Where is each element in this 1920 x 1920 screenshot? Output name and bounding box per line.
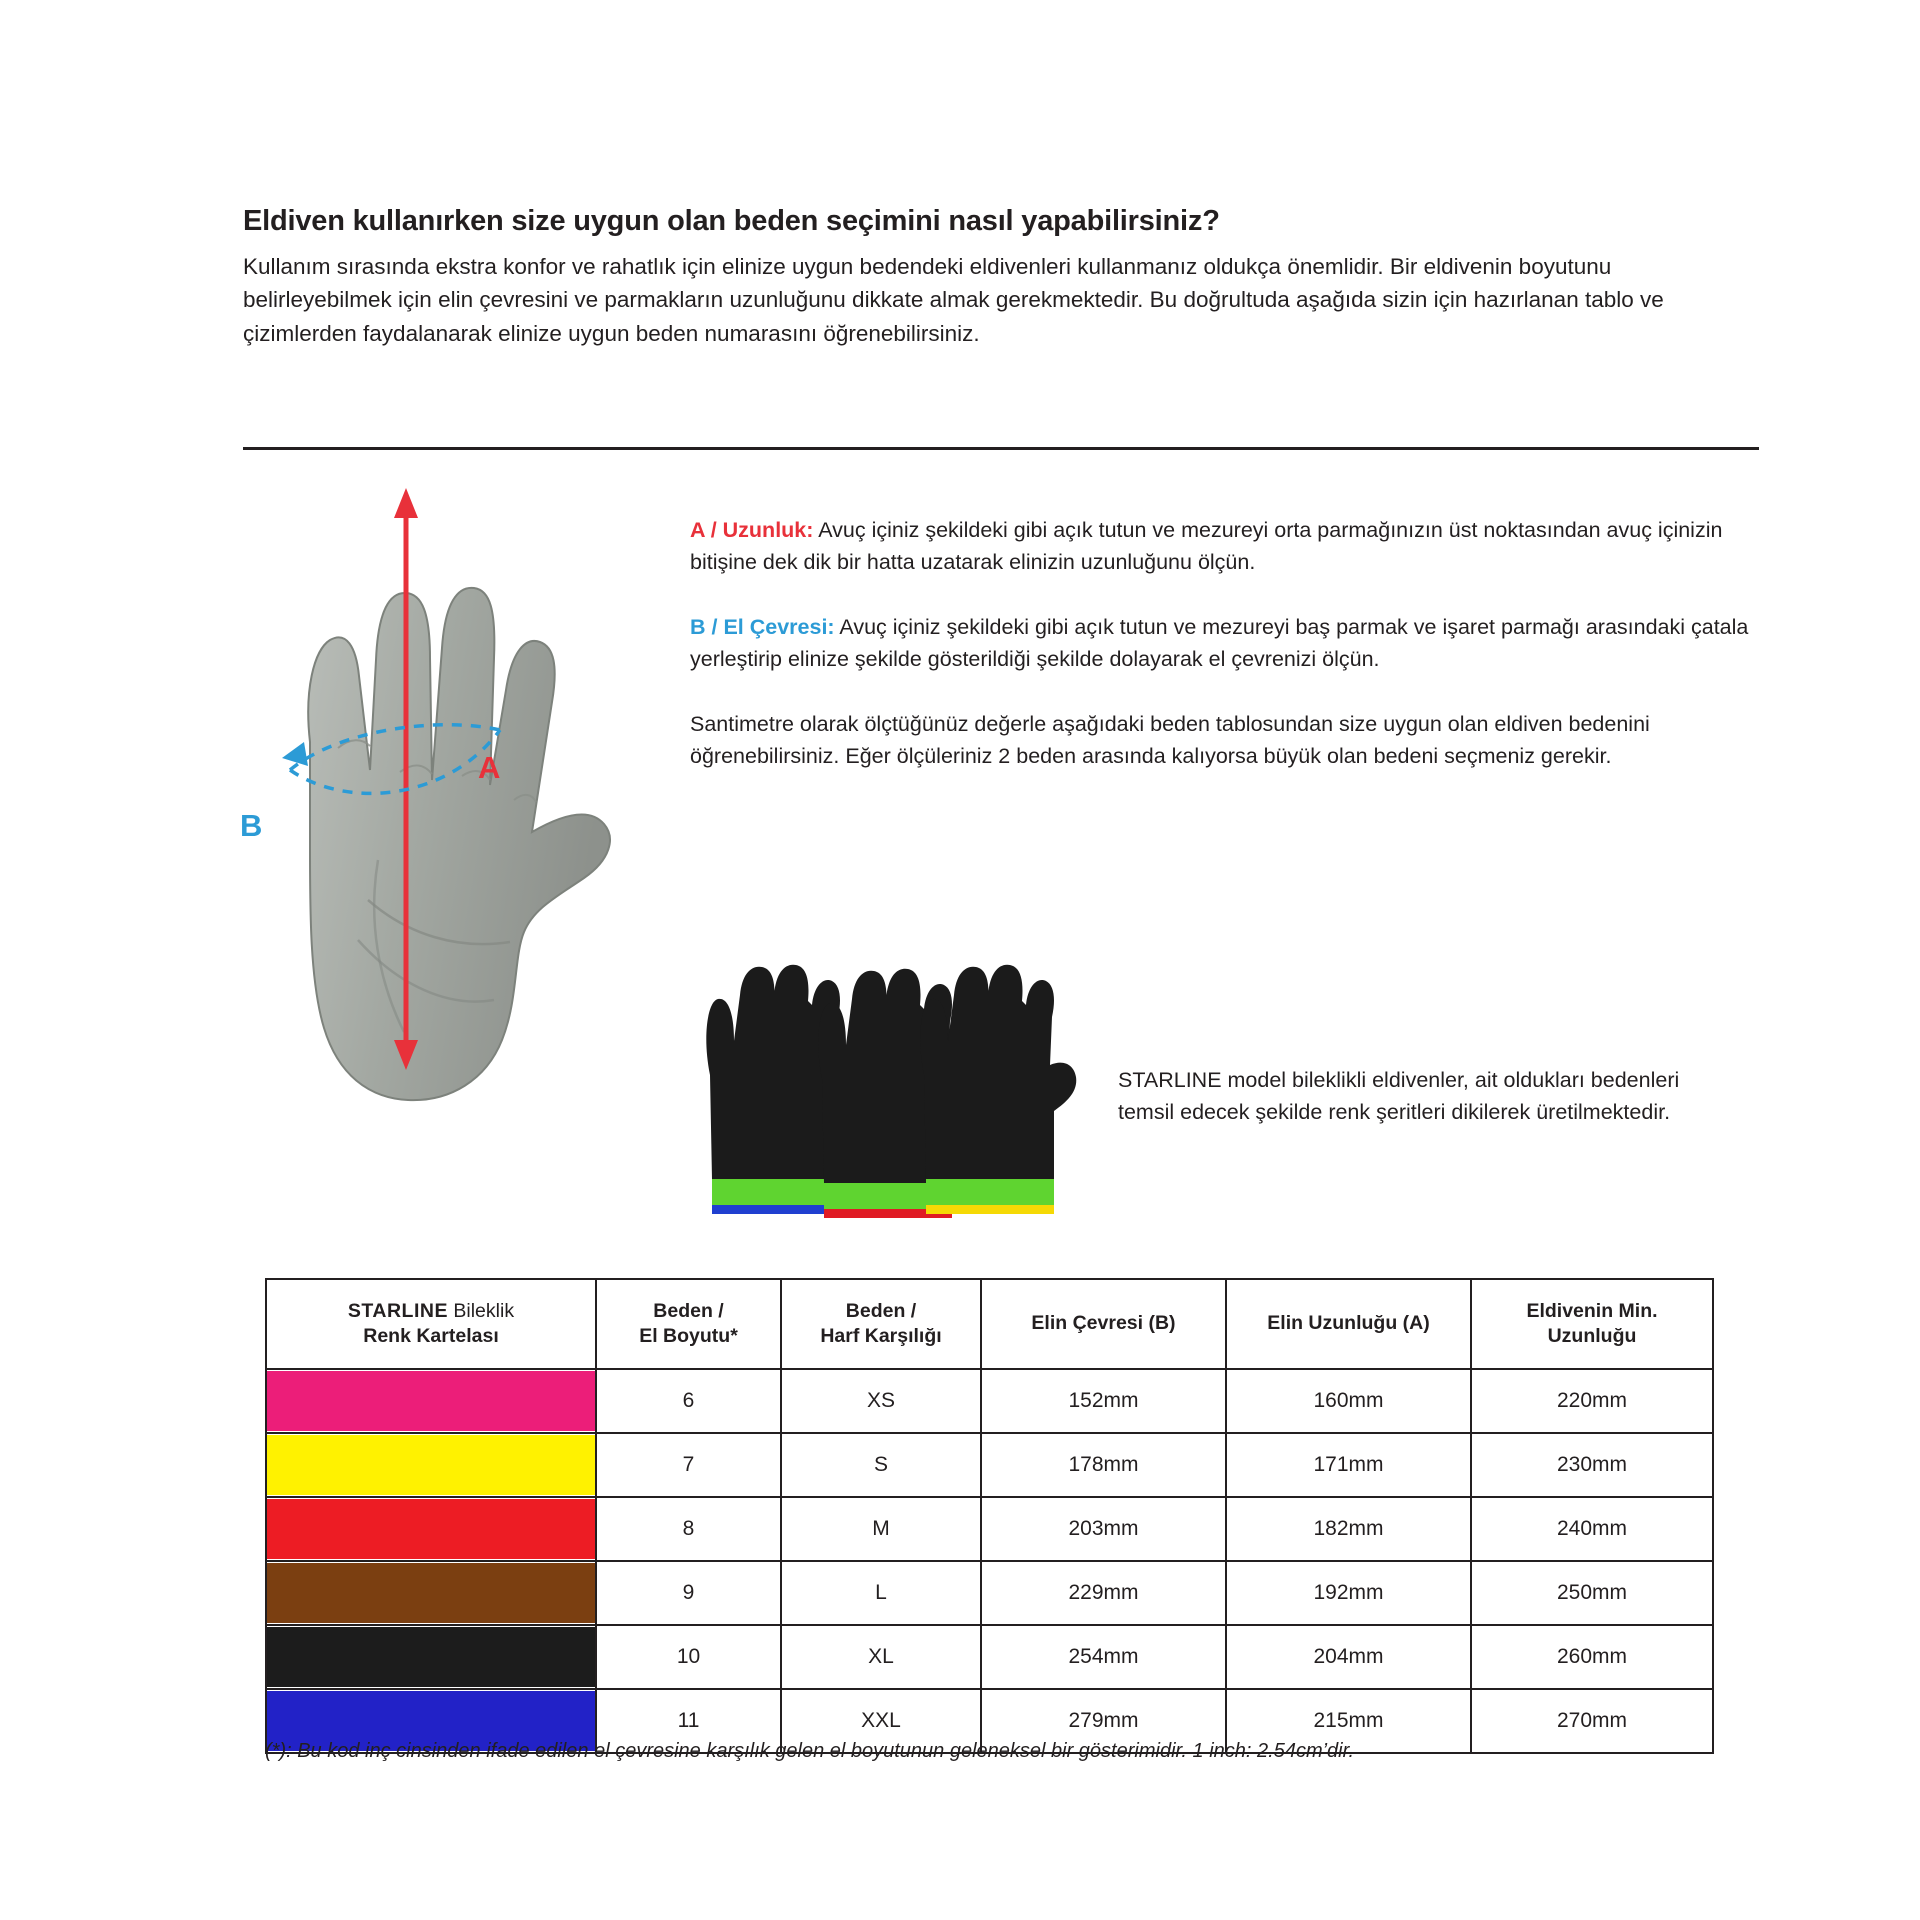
hand-svg [218, 480, 658, 1120]
cell-min-length: 260mm [1471, 1625, 1713, 1689]
cell-size-letter: S [781, 1433, 981, 1497]
header-circumference [981, 1279, 1226, 1369]
cell-circumference: 152mm [981, 1369, 1226, 1433]
label-b: B [240, 808, 263, 843]
table-row [266, 1497, 1713, 1561]
color-swatch-cell [266, 1561, 596, 1625]
color-swatch [267, 1627, 595, 1687]
header-length [1226, 1279, 1471, 1369]
instruction-b [690, 612, 1765, 675]
header-color-card-line2: Renk Kartelası [363, 1325, 499, 1347]
color-swatch-cell [266, 1433, 596, 1497]
header-color-card [266, 1279, 596, 1369]
cell-min-length: 270mm [1471, 1689, 1713, 1753]
instructions-column [690, 515, 1765, 773]
header-size-letter [781, 1279, 981, 1369]
page-title: Eldiven kullanırken size uygun olan beden seçimini nasıl yapabilirsiniz? [243, 205, 1220, 237]
table-row [266, 1369, 1713, 1433]
header-size-letter-l2: Harf Karşılığı [820, 1325, 942, 1347]
cell-size-number: 7 [596, 1433, 781, 1497]
cell-size-number: 8 [596, 1497, 781, 1561]
hand-illustration [218, 480, 658, 1120]
cell-size-letter: L [781, 1561, 981, 1625]
horizontal-divider [243, 447, 1759, 450]
glove-color-note: STARLINE model bileklikli eldivenler, ait oldukları bedenleri temsil edecek şekilde renk şeritleri dikilerek üretilmektedir. [1118, 1068, 1680, 1124]
cell-circumference: 203mm [981, 1497, 1226, 1561]
color-swatch-cell [266, 1369, 596, 1433]
header-size-number [596, 1279, 781, 1369]
header-color-card-rest: Bileklik [447, 1299, 515, 1322]
header-size-number-l1: Beden / [653, 1299, 724, 1322]
cell-length: 182mm [1226, 1497, 1471, 1561]
instruction-a-text: Avuç içiniz şekildeki gibi açık tutun ve mezureyi orta parmağınızın üst noktasından avuç içinizin bitişine dek dik bir hatta uzatarak elinizin uzunluğunu ölçün. [690, 518, 1723, 574]
color-swatch [267, 1563, 595, 1623]
cell-length: 204mm [1226, 1625, 1471, 1689]
cell-length: 192mm [1226, 1561, 1471, 1625]
label-a: A [478, 750, 501, 785]
cell-circumference: 178mm [981, 1433, 1226, 1497]
table-footnote: (*): Bu kod inç cinsinden ifade edilen el çevresine karşılık gelen el boyutunun geleneksel bir gösterimidir. 1 inch: 2.54cm’dir. [265, 1740, 1355, 1762]
cell-length: 171mm [1226, 1433, 1471, 1497]
header-size-number-l2: El Boyutu* [639, 1325, 738, 1347]
color-swatch [267, 1371, 595, 1431]
cell-size-letter: XL [781, 1625, 981, 1689]
header-block [243, 205, 1763, 350]
cell-min-length: 230mm [1471, 1433, 1713, 1497]
size-table [265, 1278, 1714, 1754]
gloves-svg [690, 955, 1090, 1235]
size-table-wrap [265, 1278, 1712, 1754]
table-row [266, 1625, 1713, 1689]
instruction-a-title: A / Uzunluk: [690, 518, 814, 542]
cell-size-number: 11 [596, 1689, 781, 1753]
cell-min-length: 240mm [1471, 1497, 1713, 1561]
cell-min-length: 250mm [1471, 1561, 1713, 1625]
header-length-l1: Elin Uzunluğu (A) [1267, 1312, 1430, 1335]
size-table-body [266, 1369, 1713, 1753]
color-swatch-cell [266, 1497, 596, 1561]
cell-size-number: 6 [596, 1369, 781, 1433]
gloves-photo [690, 955, 1090, 1235]
cell-circumference: 254mm [981, 1625, 1226, 1689]
color-swatch-cell [266, 1625, 596, 1689]
cell-size-letter: XXL [781, 1689, 981, 1753]
cell-size-number: 10 [596, 1625, 781, 1689]
color-swatch [267, 1499, 595, 1559]
table-row [266, 1561, 1713, 1625]
table-row [266, 1433, 1713, 1497]
table-header-row [266, 1279, 1713, 1369]
color-swatch [267, 1435, 595, 1495]
header-min-length-l2: Uzunluğu [1547, 1325, 1637, 1347]
instruction-a [690, 515, 1765, 578]
cell-min-length: 220mm [1471, 1369, 1713, 1433]
cell-circumference: 279mm [981, 1689, 1226, 1753]
cell-size-letter: M [781, 1497, 981, 1561]
header-circumference-l1: Elin Çevresi (B) [1031, 1312, 1176, 1335]
header-min-length [1471, 1279, 1713, 1369]
cell-length: 215mm [1226, 1689, 1471, 1753]
cell-size-number: 9 [596, 1561, 781, 1625]
cell-circumference: 229mm [981, 1561, 1226, 1625]
cell-size-letter: XS [781, 1369, 981, 1433]
brand-name: STARLINE [347, 1299, 448, 1322]
header-size-letter-l1: Beden / [845, 1299, 917, 1322]
header-min-length-l1: Eldivenin Min. [1526, 1299, 1658, 1322]
instruction-b-title: B / El Çevresi: [690, 615, 835, 640]
instruction-c: Santimetre olarak ölçtüğünüz değerle aşağıdaki beden tablosundan size uygun olan eldiven bedenini öğrenebilirsiniz. Eğer ölçüleriniz 2 beden arasında kalıyorsa büyük olan bedeni seçmeniz gerekir. [690, 712, 1650, 768]
intro-paragraph: Kullanım sırasında ekstra konfor ve rahatlık için elinize uygun bedendeki eldivenleri kullanmanız oldukça önemlidir. Bir eldivenin boyutunu belirleyebilmek için elin çevresini ve parmakların uzunluğunu dikkate almak gerekmektedir. Bu doğrultuda aşağıda sizin için hazırlanan tablo ve çizimlerden faydalanarak elinize uygun beden numarasını öğrenebilirsiniz. [243, 254, 1664, 346]
cell-length: 160mm [1226, 1369, 1471, 1433]
instruction-b-text: Avuç içiniz şekildeki gibi açık tutun ve mezureyi baş parmak ve işaret parmağı arasındaki çatala yerleştirip elinize şekilde gösterildiği şekilde dolayarak el çevrenizi ölçün. [690, 615, 1749, 671]
